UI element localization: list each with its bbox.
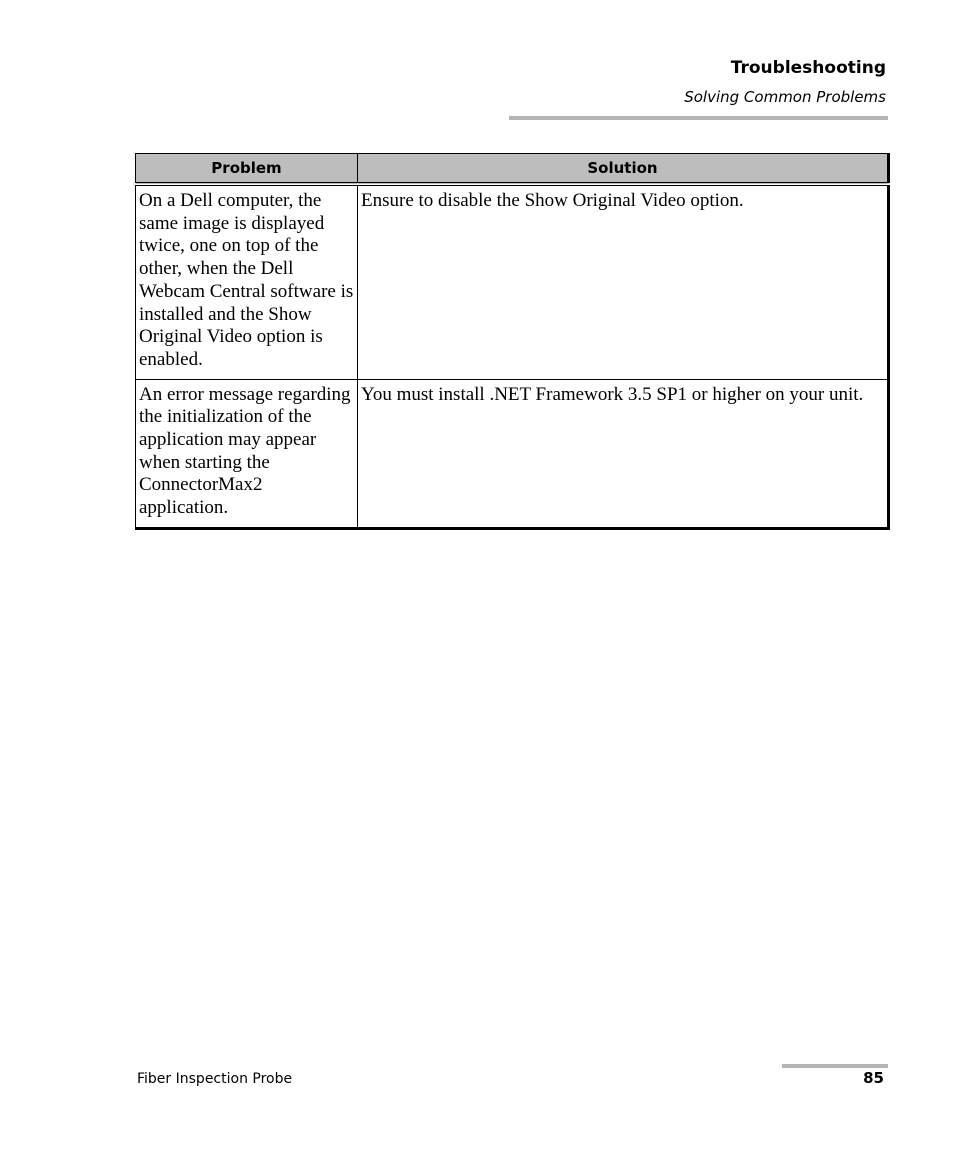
problem-cell: On a Dell computer, the same image is displayed twice, one on top of the other, when the Dell Webcam Central software is installed and the Show Original Video option is enabled. — [136, 184, 358, 379]
footer-divider — [782, 1064, 888, 1068]
problem-cell: An error message regarding the initialization of the application may appear when starting the ConnectorMax2 application. — [136, 379, 358, 528]
solution-cell: You must install .NET Framework 3.5 SP1 or higher on your unit. — [358, 379, 889, 528]
troubleshooting-table — [135, 153, 888, 530]
table-header-row — [136, 154, 889, 185]
column-header-problem: Problem — [136, 154, 358, 185]
table-row — [136, 379, 889, 528]
header-divider — [509, 116, 888, 120]
column-header-solution: Solution — [358, 154, 889, 185]
section-title: Troubleshooting — [730, 58, 886, 78]
section-subtitle: Solving Common Problems — [684, 88, 886, 106]
footer-product-name: Fiber Inspection Probe — [137, 1071, 293, 1087]
solution-cell: Ensure to disable the Show Original Video option. — [358, 184, 889, 379]
table-row — [136, 184, 889, 379]
page-number: 85 — [863, 1069, 884, 1087]
